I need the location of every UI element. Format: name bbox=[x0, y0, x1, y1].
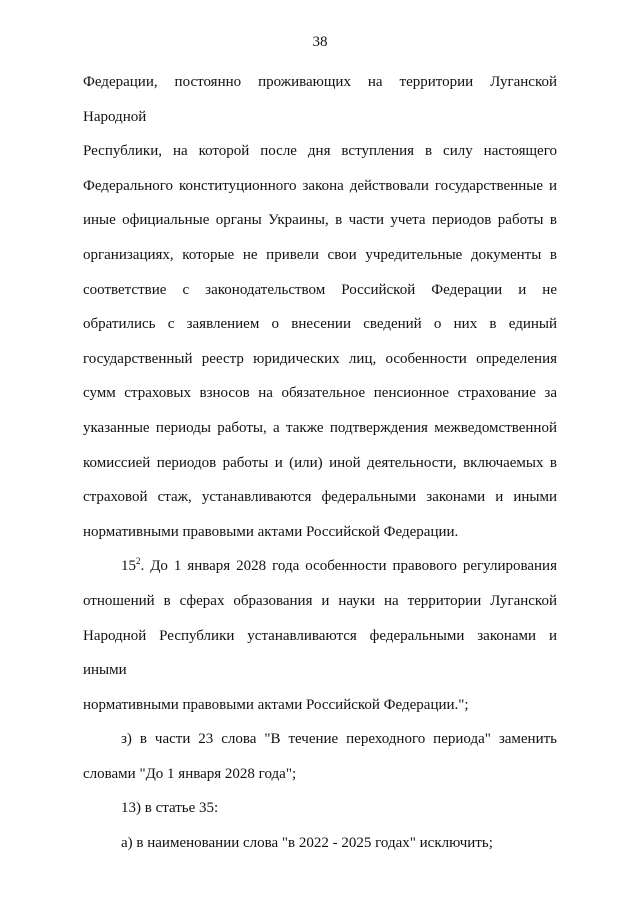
text-line: страховой стаж, устанавливаются федеральными законами и иными bbox=[83, 489, 557, 506]
text-line: иные официальные органы Украины, в части учета периодов работы в bbox=[83, 212, 557, 229]
text-line bbox=[83, 549, 557, 584]
text-line: Народной Республики устанавливаются федеральными законами и иными bbox=[83, 627, 557, 679]
text-line: з) в части 23 слова "В течение переходного периода" заменить bbox=[121, 731, 557, 748]
text-line: а) в наименовании слова "в 2022 - 2025 годах" исключить; bbox=[121, 835, 493, 852]
document-body bbox=[83, 65, 557, 861]
paragraph-item-13 bbox=[83, 791, 557, 826]
text-line: сумм страховых взносов на обязательное пенсионное страхование за bbox=[83, 385, 557, 402]
clause-number: 15 bbox=[121, 558, 136, 575]
text-line: 13) в статье 35: bbox=[121, 800, 219, 817]
text-line: Республики, на которой после дня вступления в силу настоящего bbox=[83, 143, 557, 160]
clause-superscript: 2 bbox=[136, 556, 141, 567]
text-line: отношений в сферах образования и науки на территории Луганской bbox=[83, 592, 557, 609]
text-line: Федерации, постоянно проживающих на территории Луганской Народной bbox=[83, 74, 557, 125]
page-number: 38 bbox=[312, 34, 328, 50]
text-line: Федерального конституционного закона действовали государственные и bbox=[83, 177, 557, 194]
text-line: государственный реестр юридических лиц, особенности определения bbox=[83, 350, 557, 367]
text-line: комиссией периодов работы и (или) иной деятельности, включаемых в bbox=[83, 454, 557, 471]
paragraph-continuation bbox=[83, 65, 557, 549]
text-line: соответствие с законодательством Российской Федерации и не bbox=[83, 281, 557, 298]
paragraph-clause-15-2 bbox=[83, 549, 557, 722]
paragraph-item-a bbox=[83, 826, 557, 861]
text-line: словами "До 1 января 2028 года"; bbox=[83, 765, 297, 782]
text-line: организациях, которые не привели свои учредительные документы в bbox=[83, 246, 557, 263]
text-line: нормативными правовыми актами Российской Федерации. bbox=[83, 523, 459, 540]
clause-text: . До 1 января 2028 года особенности правового регулирования bbox=[140, 558, 557, 575]
text-line: нормативными правовыми актами Российской Федерации."; bbox=[83, 696, 469, 713]
text-line: указанные периоды работы, а также подтверждения межведомственной bbox=[83, 419, 557, 436]
paragraph-item-z bbox=[83, 722, 557, 791]
text-line: обратились с заявлением о внесении сведений о них в единый bbox=[83, 316, 557, 333]
